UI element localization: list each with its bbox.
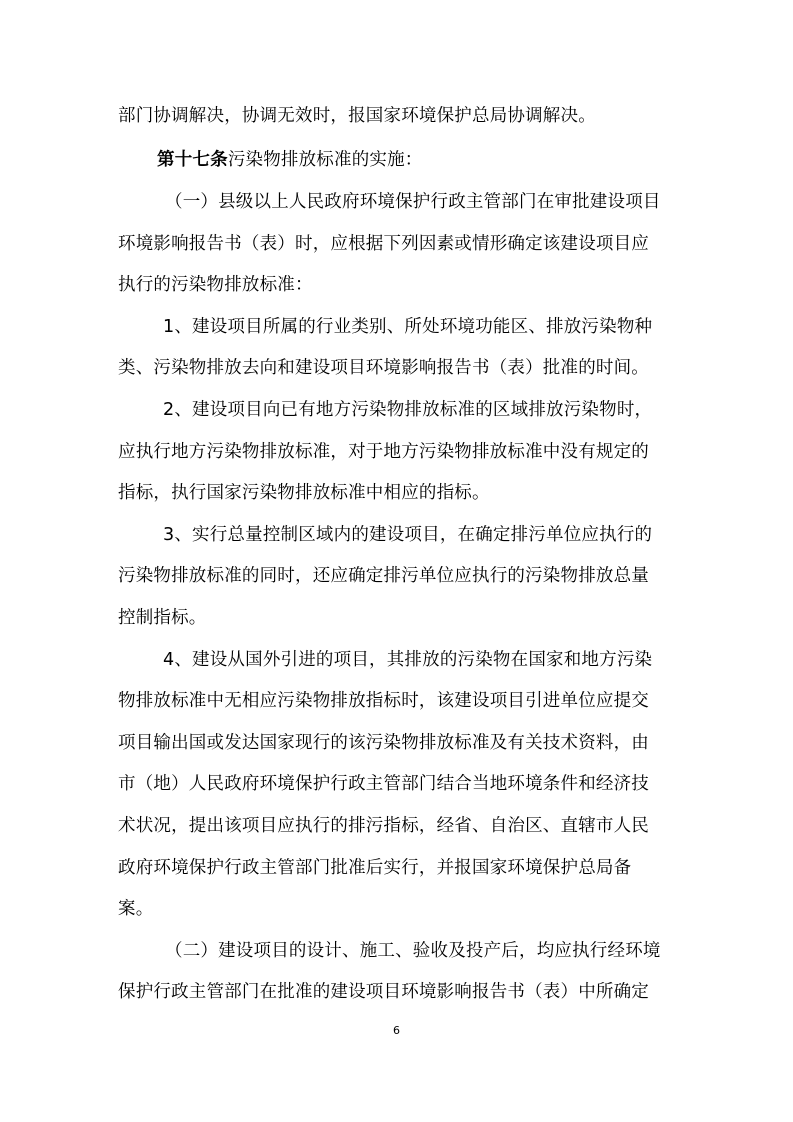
text-line: 市（地）人民政府环境保护行政主管部门结合当地环境条件和经济技 <box>118 774 649 794</box>
article-heading <box>157 148 423 172</box>
text-line: 物排放标准中无相应污染物排放指标时，该建设项目引进单位应提交 <box>118 691 649 711</box>
page-number: 6 <box>393 1024 400 1037</box>
text-line: 环境影响报告书（表）时，应根据下列因素或情形确定该建设项目应 <box>118 234 649 254</box>
text-line: 1、建设项目所属的行业类别、所处环境功能区、排放污染物种 <box>163 317 653 337</box>
text-line: 应执行地方污染物排放标准，对于地方污染物排放标准中没有规定的 <box>118 442 649 462</box>
text-line: 4、建设从国外引进的项目，其排放的污染物在国家和地方污染 <box>163 650 653 670</box>
text-line: 项目输出国或发达国家现行的该污染物排放标准及有关技术资料，由 <box>118 733 649 753</box>
article-title: 污染物排放标准的实施： <box>227 150 423 170</box>
text-line: 类、污染物排放去向和建设项目环境影响报告书（表）批准的时间。 <box>118 358 649 378</box>
text-line: 保护行政主管部门在批准的建设项目环境影响报告书（表）中所确定 <box>118 982 649 1002</box>
text-line: 执行的污染物排放标准： <box>118 275 313 295</box>
text-line: 控制指标。 <box>118 608 207 628</box>
text-line: （二）建设项目的设计、施工、验收及投产后，均应执行经环境 <box>165 941 661 961</box>
text-line: 政府环境保护行政主管部门批准后实行，并报国家环境保护总局备 <box>118 858 632 878</box>
text-line: 污染物排放标准的同时，还应确定排污单位应执行的污染物排放总量 <box>118 566 649 586</box>
text-line: 部门协调解决，协调无效时，报国家环境保护总局协调解决。 <box>118 106 596 126</box>
text-line: 2、建设项目向已有地方污染物排放标准的区域排放污染物时， <box>163 400 653 420</box>
article-number: 第十七条 <box>157 150 228 170</box>
text-line: 术状况，提出该项目应执行的排污指标，经省、自治区、直辖市人民 <box>118 816 649 836</box>
text-line: 指标，执行国家污染物排放标准中相应的指标。 <box>118 483 490 503</box>
text-line: （一）县级以上人民政府环境保护行政主管部门在审批建设项目 <box>165 192 661 212</box>
text-line: 3、实行总量控制区域内的建设项目，在确定排污单位应执行的 <box>163 525 653 545</box>
text-line: 案。 <box>118 899 154 919</box>
